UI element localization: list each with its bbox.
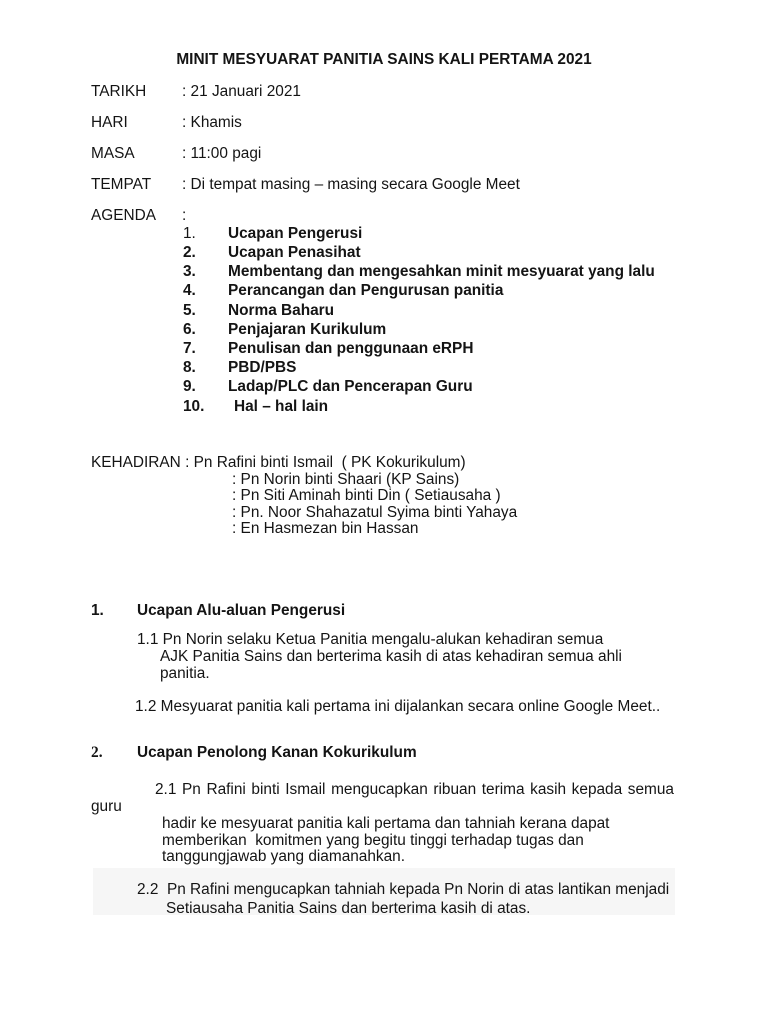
agenda-item-number: 3. [183, 263, 196, 280]
paragraph-line: 1.2 Mesyuarat panitia kali pertama ini dijalankan secara online Google Meet.. [135, 698, 661, 715]
detail-label-hari: HARI [91, 114, 128, 131]
paragraph-line: guru [91, 798, 122, 815]
detail-label-tarikh: TARIKH [91, 83, 147, 100]
detail-value-tempat: : Di tempat masing – masing secara Google Meet [182, 176, 520, 193]
attendance-member: : En Hasmezan bin Hassan [232, 520, 419, 537]
paragraph-line: memberikan komitmen yang begitu tinggi terhadap tugas dan [162, 832, 584, 849]
paragraph-line: AJK Panitia Sains dan berterima kasih di atas kehadiran semua ahli [160, 648, 622, 665]
detail-value-tarikh: : 21 Januari 2021 [182, 83, 301, 100]
agenda-item-number: 2. [183, 244, 196, 261]
section-heading: Ucapan Alu-aluan Pengerusi [137, 602, 346, 619]
agenda-item-text: Membentang dan mengesahkan minit mesyuarat yang lalu [228, 263, 655, 280]
section-number: 1. [91, 602, 104, 619]
agenda-item-text: PBD/PBS [228, 359, 297, 376]
attendance-first-line: KEHADIRAN : Pn Rafini binti Ismail ( PK Kokurikulum) [91, 454, 466, 471]
agenda-item-number: 8. [183, 359, 196, 376]
agenda-item-text: Penulisan dan penggunaan eRPH [228, 340, 474, 357]
detail-value-hari: : Khamis [182, 114, 242, 131]
agenda-item-number: 6. [183, 321, 196, 338]
agenda-item-text: Ucapan Pengerusi [228, 225, 363, 242]
paragraph-line: 2.1 Pn Rafini binti Ismail mengucapkan ribuan terima kasih kepada semua [155, 781, 674, 798]
agenda-label: AGENDA [91, 207, 156, 224]
agenda-item-text: Perancangan dan Pengurusan panitia [228, 282, 504, 299]
paragraph-line: panitia. [160, 665, 210, 682]
agenda-item-number: 9. [183, 378, 196, 395]
paragraph-line: 1.1 Pn Norin selaku Ketua Panitia mengalu-alukan kehadiran semua [137, 631, 604, 648]
attendance-member: : Pn. Noor Shahazatul Syima binti Yahaya [232, 504, 518, 521]
detail-label-masa: MASA [91, 145, 135, 162]
attendance-member: : Pn Siti Aminah binti Din ( Setiausaha ) [232, 487, 501, 504]
section-heading: Ucapan Penolong Kanan Kokurikulum [137, 744, 417, 761]
agenda-item-text: Ladap/PLC dan Pencerapan Guru [228, 378, 473, 395]
paragraph-line: tanggungjawab yang diamanahkan. [162, 848, 406, 865]
agenda-colon: : [182, 207, 187, 224]
paragraph-line: 2.2 Pn Rafini mengucapkan tahniah kepada Pn Norin di atas lantikan menjadi [137, 881, 670, 898]
agenda-item-text: Hal – hal lain [234, 398, 329, 415]
agenda-item-number: 7. [183, 340, 196, 357]
detail-value-masa: : 11:00 pagi [182, 145, 262, 162]
agenda-item-text: Ucapan Penasihat [228, 244, 361, 261]
agenda-item-number: 1. [183, 225, 196, 242]
document-title: MINIT MESYUARAT PANITIA SAINS KALI PERTAMA 2021 [176, 51, 592, 68]
paragraph-line: hadir ke mesyuarat panitia kali pertama dan tahniah kerana dapat [162, 815, 610, 832]
agenda-item-number: 4. [183, 282, 196, 299]
agenda-item-text: Norma Baharu [228, 302, 335, 319]
agenda-item-number: 10. [183, 398, 205, 415]
agenda-item-number: 5. [183, 302, 196, 319]
paragraph-line: Setiausaha Panitia Sains dan berterima kasih di atas. [166, 900, 531, 917]
section-number: 2. [91, 744, 103, 761]
detail-label-tempat: TEMPAT [91, 176, 152, 193]
attendance-member: : Pn Norin binti Shaari (KP Sains) [232, 471, 460, 488]
agenda-item-text: Penjajaran Kurikulum [228, 321, 387, 338]
